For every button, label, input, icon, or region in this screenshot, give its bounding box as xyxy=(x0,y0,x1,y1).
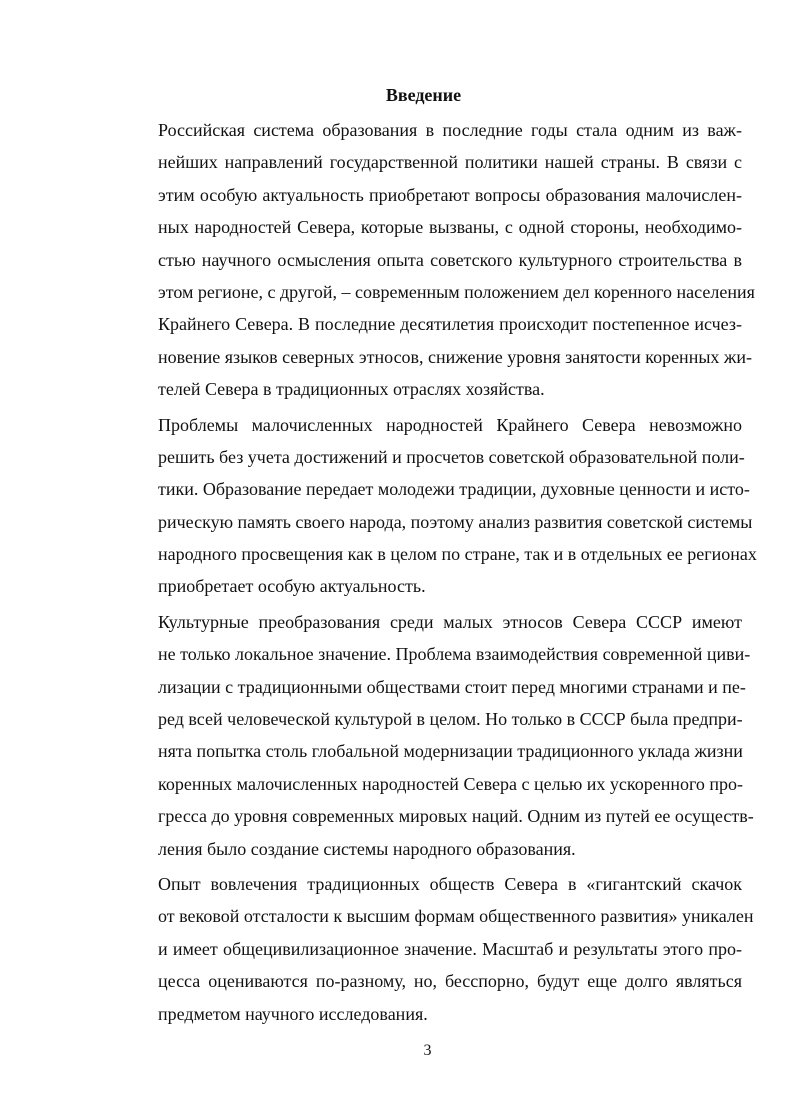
text-line: коренных малочисленных народностей Севера с целью их ускоренного про- xyxy=(158,773,744,794)
text-line: этом регионе, с другой, – современным положением дел коренного населения xyxy=(158,281,755,302)
paragraph-4 xyxy=(112,868,754,1030)
text-line: стью научного осмысления опыта советского культурного строительства в xyxy=(158,249,742,270)
text-line: этим особую актуальность приобретают вопросы образования малочислен- xyxy=(158,184,742,205)
text-line: Российская система образования в последние годы стала одним из важ- xyxy=(158,120,742,140)
text-line: рическую память своего народа, поэтому анализ развития советской системы xyxy=(158,511,753,532)
text-line: решить без учета достижений и просчетов советской образовательной поли- xyxy=(158,446,745,467)
text-line: Крайнего Севера. В последние десятилетия происходит постепенное исчез- xyxy=(158,314,742,335)
paragraph-2 xyxy=(112,409,757,603)
text-line: Опыт вовлечения традиционных обществ Севера в «гигантский скачок xyxy=(158,873,742,894)
paragraph-1 xyxy=(112,114,755,406)
text-line: ред всей человеческой культурой в целом. Но только в СССР была предпри- xyxy=(158,709,743,730)
text-line: народного просвещения как в целом по стране, так и в отдельных ее регионах xyxy=(158,544,757,565)
text-line: и имеет общецивилизационное значение. Масштаб и результаты этого про- xyxy=(158,938,742,959)
text-line: нята попытка столь глобальной модернизации традиционного уклада жизни xyxy=(158,741,743,762)
text-line: ных народностей Севера, которые вызваны, с одной стороны, необходимо- xyxy=(158,217,742,238)
text-line: Культурные преобразования среди малых этносов Севера СССР имеют xyxy=(158,611,742,632)
text-line: не только локальное значение. Проблема взаимодействия современной циви- xyxy=(158,644,751,665)
text-line: цесса оцениваются по-разному, но, бесспорно, будут еще долго являться xyxy=(158,971,742,992)
text-line: телей Севера в традиционных отраслях хозяйства. xyxy=(158,379,545,400)
text-line: нейших направлений государственной политики нашей страны. В связи с xyxy=(158,152,742,173)
text-line: тики. Образование передает молодежи традиции, духовные ценности и исто- xyxy=(158,479,750,500)
text-line: новение языков северных этносов, снижение уровня занятости коренных жи- xyxy=(158,346,752,367)
text-line: от вековой отсталости к высшим формам общественного развития» уникален xyxy=(158,906,754,927)
text-line: предметом научного исследования. xyxy=(158,1003,428,1024)
page-title: Введение xyxy=(385,85,462,105)
page-number: 3 xyxy=(423,1042,432,1059)
text-line: ления было создание системы народного образования. xyxy=(158,838,576,859)
text-line: гресса до уровня современных мировых наций. Одним из путей ее осуществ- xyxy=(158,806,754,827)
paragraph-3 xyxy=(112,606,754,865)
body-text xyxy=(112,114,757,1030)
text-line: лизации с традиционными обществами стоит перед многими странами и пе- xyxy=(158,676,746,697)
text-line: Проблемы малочисленных народностей Крайнего Севера невозможно xyxy=(158,414,742,435)
text-line: приобретает особую актуальность. xyxy=(158,576,426,597)
